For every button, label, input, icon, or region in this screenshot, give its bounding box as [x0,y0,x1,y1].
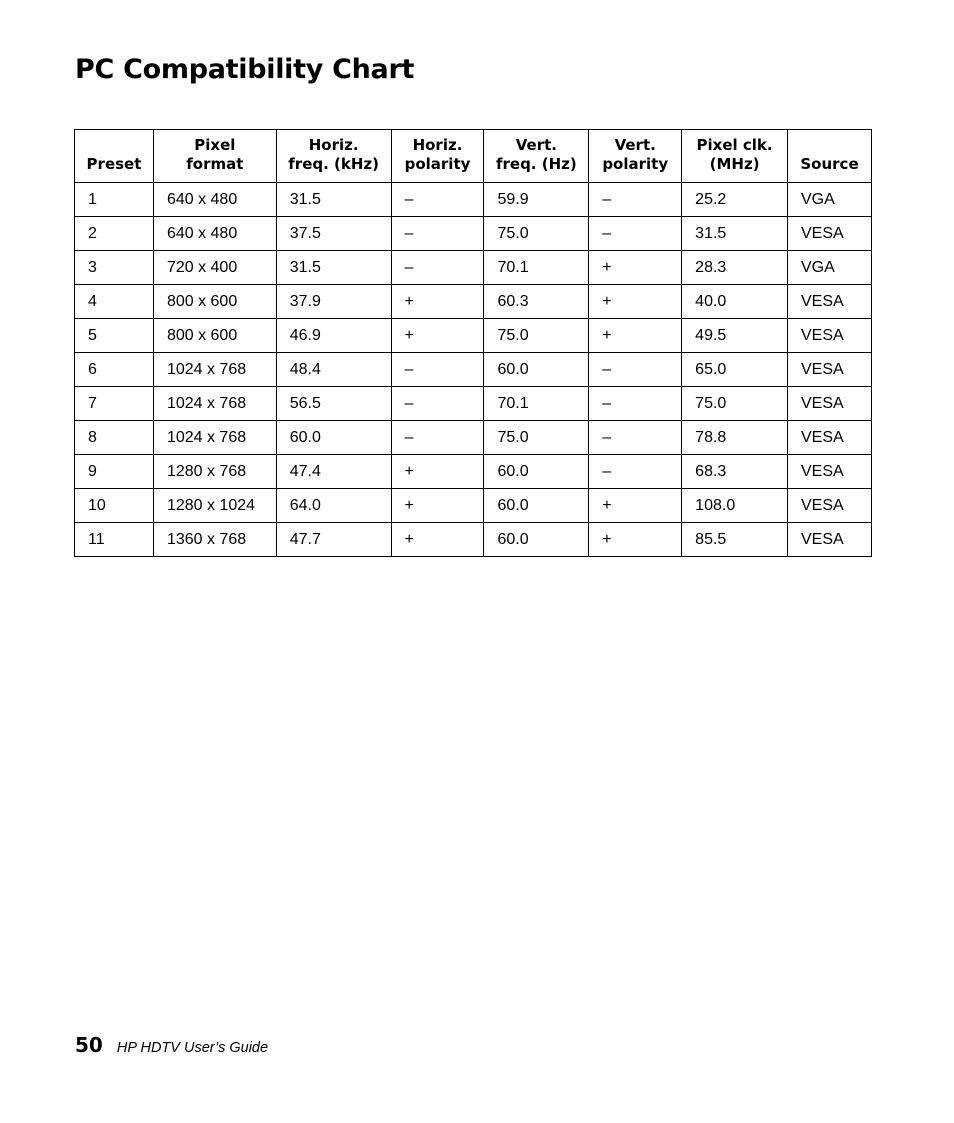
cell-source: VESA [788,421,872,455]
cell-horiz-freq: 37.9 [276,285,391,319]
table-row [75,183,872,217]
cell-preset: 1 [75,183,154,217]
cell-source: VESA [788,387,872,421]
cell-preset: 7 [75,387,154,421]
cell-source: VGA [788,183,872,217]
table-row [75,319,872,353]
cell-horiz-freq: 60.0 [276,421,391,455]
cell-horiz-freq: 31.5 [276,251,391,285]
cell-horiz-freq: 31.5 [276,183,391,217]
col-header-preset: Preset [75,130,154,183]
cell-pixel-format: 1280 x 1024 [153,489,276,523]
cell-pixel-clock: 25.2 [682,183,788,217]
col-header-vert-polarity: Vert. polarity [589,130,682,183]
cell-pixel-clock: 28.3 [682,251,788,285]
col-header-horiz-polarity: Horiz. polarity [391,130,484,183]
table-row [75,523,872,557]
cell-pixel-clock: 31.5 [682,217,788,251]
col-header-horiz-freq: Horiz. freq. (kHz) [276,130,391,183]
cell-pixel-clock: 85.5 [682,523,788,557]
table-row [75,421,872,455]
cell-horiz-freq: 37.5 [276,217,391,251]
cell-source: VESA [788,523,872,557]
guide-title: HP HDTV User’s Guide [116,1040,269,1056]
cell-vert-polarity: – [589,421,682,455]
cell-horiz-polarity: + [391,523,484,557]
cell-horiz-freq: 47.7 [276,523,391,557]
table-header-row [75,130,872,183]
cell-horiz-polarity: – [391,421,484,455]
cell-preset: 4 [75,285,154,319]
cell-pixel-clock: 49.5 [682,319,788,353]
cell-vert-freq: 60.3 [484,285,589,319]
cell-preset: 5 [75,319,154,353]
cell-preset: 2 [75,217,154,251]
cell-source: VESA [788,319,872,353]
cell-pixel-clock: 40.0 [682,285,788,319]
page-number: 50 [75,1033,103,1057]
cell-horiz-polarity: – [391,183,484,217]
cell-pixel-clock: 65.0 [682,353,788,387]
cell-horiz-polarity: + [391,489,484,523]
page-title: PC Compatibility Chart [75,54,415,85]
cell-horiz-polarity: – [391,387,484,421]
cell-vert-polarity: + [589,251,682,285]
cell-preset: 6 [75,353,154,387]
table-row [75,285,872,319]
cell-horiz-polarity: – [391,251,484,285]
col-header-pixel-format: Pixel format [153,130,276,183]
cell-vert-freq: 70.1 [484,251,589,285]
cell-preset: 3 [75,251,154,285]
cell-horiz-polarity: + [391,285,484,319]
cell-vert-polarity: – [589,353,682,387]
cell-source: VESA [788,285,872,319]
cell-preset: 11 [75,523,154,557]
col-header-source: Source [788,130,872,183]
cell-vert-freq: 60.0 [484,523,589,557]
cell-vert-polarity: – [589,183,682,217]
cell-pixel-clock: 75.0 [682,387,788,421]
table-row [75,353,872,387]
cell-pixel-format: 1024 x 768 [153,421,276,455]
cell-source: VGA [788,251,872,285]
cell-pixel-format: 1280 x 768 [153,455,276,489]
table-row [75,387,872,421]
table-row [75,455,872,489]
table-row [75,217,872,251]
cell-horiz-freq: 47.4 [276,455,391,489]
cell-pixel-format: 640 x 480 [153,183,276,217]
col-header-vert-freq: Vert. freq. (Hz) [484,130,589,183]
cell-vert-freq: 59.9 [484,183,589,217]
cell-source: VESA [788,455,872,489]
cell-horiz-polarity: + [391,455,484,489]
cell-vert-polarity: + [589,489,682,523]
cell-vert-polarity: + [589,285,682,319]
cell-vert-polarity: – [589,387,682,421]
cell-vert-freq: 75.0 [484,421,589,455]
cell-horiz-freq: 64.0 [276,489,391,523]
cell-pixel-format: 800 x 600 [153,285,276,319]
page-footer [75,1033,268,1057]
col-header-pixel-clock: Pixel clk. (MHz) [682,130,788,183]
cell-vert-freq: 60.0 [484,489,589,523]
cell-horiz-polarity: + [391,319,484,353]
cell-vert-freq: 75.0 [484,217,589,251]
cell-preset: 10 [75,489,154,523]
pc-compatibility-table [74,129,872,557]
cell-vert-freq: 60.0 [484,455,589,489]
cell-pixel-format: 1024 x 768 [153,353,276,387]
cell-preset: 9 [75,455,154,489]
cell-pixel-format: 640 x 480 [153,217,276,251]
cell-pixel-format: 800 x 600 [153,319,276,353]
cell-horiz-freq: 48.4 [276,353,391,387]
cell-horiz-polarity: – [391,353,484,387]
cell-vert-freq: 70.1 [484,387,589,421]
cell-vert-polarity: – [589,455,682,489]
cell-preset: 8 [75,421,154,455]
cell-pixel-clock: 78.8 [682,421,788,455]
cell-pixel-clock: 68.3 [682,455,788,489]
cell-horiz-polarity: – [391,217,484,251]
cell-horiz-freq: 46.9 [276,319,391,353]
cell-vert-freq: 75.0 [484,319,589,353]
cell-source: VESA [788,217,872,251]
table-row [75,489,872,523]
cell-source: VESA [788,353,872,387]
table-row [75,251,872,285]
cell-pixel-format: 720 x 400 [153,251,276,285]
cell-source: VESA [788,489,872,523]
cell-horiz-freq: 56.5 [276,387,391,421]
cell-vert-polarity: – [589,217,682,251]
cell-pixel-clock: 108.0 [682,489,788,523]
cell-pixel-format: 1360 x 768 [153,523,276,557]
cell-vert-polarity: + [589,319,682,353]
cell-vert-freq: 60.0 [484,353,589,387]
cell-vert-polarity: + [589,523,682,557]
cell-pixel-format: 1024 x 768 [153,387,276,421]
